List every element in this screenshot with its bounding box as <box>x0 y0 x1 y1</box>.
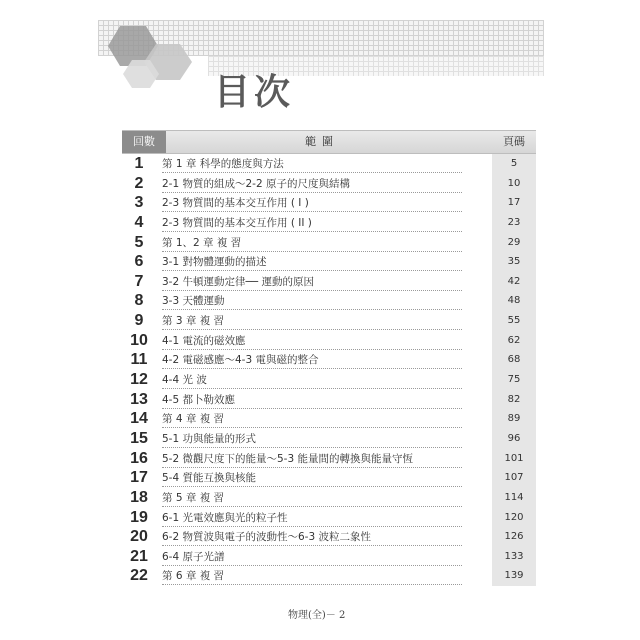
header-page-label: 頁碼 <box>503 135 525 148</box>
row-number: 6 <box>134 253 144 271</box>
header-issue-label: 回數 <box>122 131 166 153</box>
row-title: 第 3 章 複 習 <box>162 313 462 330</box>
toc-row <box>122 331 536 351</box>
row-number: 9 <box>134 312 144 330</box>
row-number: 20 <box>130 528 148 546</box>
row-title: 4-1 電流的磁效應 <box>162 333 462 350</box>
row-page: 62 <box>492 331 536 352</box>
toc-row <box>122 213 536 233</box>
row-title: 5-1 功與能量的形式 <box>162 431 462 448</box>
row-page: 23 <box>492 213 536 234</box>
toc-row <box>122 449 536 469</box>
row-page: 107 <box>492 468 536 489</box>
header-range-label: 範圍 <box>305 135 339 148</box>
row-page: 48 <box>492 291 536 312</box>
row-page: 17 <box>492 193 536 214</box>
toc-row <box>122 291 536 311</box>
row-page: 75 <box>492 370 536 391</box>
toc-row <box>122 488 536 508</box>
row-title: 第 1、2 章 複 習 <box>162 235 462 252</box>
row-title: 5-4 質能互換與核能 <box>162 470 462 487</box>
row-number: 18 <box>130 488 148 506</box>
toc-row <box>122 566 536 586</box>
row-number: 21 <box>130 547 148 565</box>
row-number: 1 <box>134 155 144 172</box>
row-page: 82 <box>492 390 536 411</box>
row-title: 第 6 章 複 習 <box>162 568 462 585</box>
row-title: 第 4 章 複 習 <box>162 411 462 428</box>
row-page: 139 <box>492 566 536 587</box>
row-title: 3-3 天體運動 <box>162 293 462 310</box>
row-title: 2-3 物質間的基本交互作用 ( II ) <box>162 215 462 232</box>
row-page: 114 <box>492 488 536 509</box>
page-footer: 物理(全)－ 2 <box>288 610 346 621</box>
toc-row <box>122 154 536 174</box>
toc-row <box>122 311 536 331</box>
row-title: 第 5 章 複 習 <box>162 490 462 507</box>
row-number: 7 <box>134 272 144 290</box>
row-page: 35 <box>492 252 536 273</box>
toc-row <box>122 272 536 292</box>
toc-row <box>122 429 536 449</box>
row-title: 3-2 牛頓運動定律── 運動的原因 <box>162 274 462 291</box>
toc-row <box>122 174 536 194</box>
row-page: 120 <box>492 508 536 529</box>
row-number: 15 <box>130 429 148 447</box>
row-page: 89 <box>492 409 536 430</box>
row-title: 5-2 微觀尺度下的能量～5-3 能量間的轉換與能量守恆 <box>162 451 462 468</box>
row-title: 4-5 都卜勒效應 <box>162 392 462 409</box>
toc-page <box>98 20 544 640</box>
row-page: 42 <box>492 272 536 293</box>
row-title: 2-3 物質間的基本交互作用 ( I ) <box>162 195 462 212</box>
row-number: 11 <box>130 351 148 369</box>
row-page: 29 <box>492 233 536 254</box>
toc-row <box>122 370 536 390</box>
toc-row <box>122 547 536 567</box>
row-number: 3 <box>134 194 144 212</box>
toc-row <box>122 233 536 253</box>
hexagon-decoration <box>98 20 208 100</box>
toc-row <box>122 409 536 429</box>
row-page: 126 <box>492 527 536 548</box>
toc-row <box>122 350 536 370</box>
row-title: 6-1 光電效應與光的粒子性 <box>162 510 462 527</box>
row-number: 10 <box>130 331 148 349</box>
row-title: 4-2 電磁感應～4-3 電與磁的整合 <box>162 352 462 369</box>
toc-row <box>122 193 536 213</box>
toc-row <box>122 527 536 547</box>
row-page: 96 <box>492 429 536 450</box>
row-page: 68 <box>492 350 536 371</box>
row-page: 133 <box>492 547 536 568</box>
toc-list <box>122 154 536 586</box>
toc-header <box>122 130 536 154</box>
row-number: 22 <box>130 567 148 585</box>
page-title: 目次 <box>214 72 295 113</box>
row-number: 19 <box>130 508 148 526</box>
row-number: 17 <box>130 469 148 487</box>
row-number: 16 <box>130 449 148 467</box>
row-number: 2 <box>134 174 144 192</box>
row-title: 2-1 物質的組成～2-2 原子的尺度與結構 <box>162 176 462 193</box>
row-title: 6-4 原子光譜 <box>162 549 462 566</box>
row-title: 第 1 章 科學的態度與方法 <box>162 156 462 173</box>
row-number: 5 <box>134 233 144 251</box>
row-title: 4-4 光 波 <box>162 372 462 389</box>
toc-row <box>122 252 536 272</box>
row-page: 101 <box>492 449 536 470</box>
row-title: 3-1 對物體運動的描述 <box>162 254 462 271</box>
row-page: 55 <box>492 311 536 332</box>
toc-row <box>122 508 536 528</box>
row-page: 5 <box>492 154 536 175</box>
row-number: 8 <box>134 292 144 310</box>
row-title: 6-2 物質波與電子的波動性～6-3 波粒二象性 <box>162 529 462 546</box>
row-number: 12 <box>130 371 148 389</box>
row-number: 4 <box>134 213 144 231</box>
row-number: 13 <box>130 390 148 408</box>
toc-row <box>122 468 536 488</box>
row-page: 10 <box>492 174 536 195</box>
row-number: 14 <box>130 410 148 428</box>
toc-row <box>122 390 536 410</box>
